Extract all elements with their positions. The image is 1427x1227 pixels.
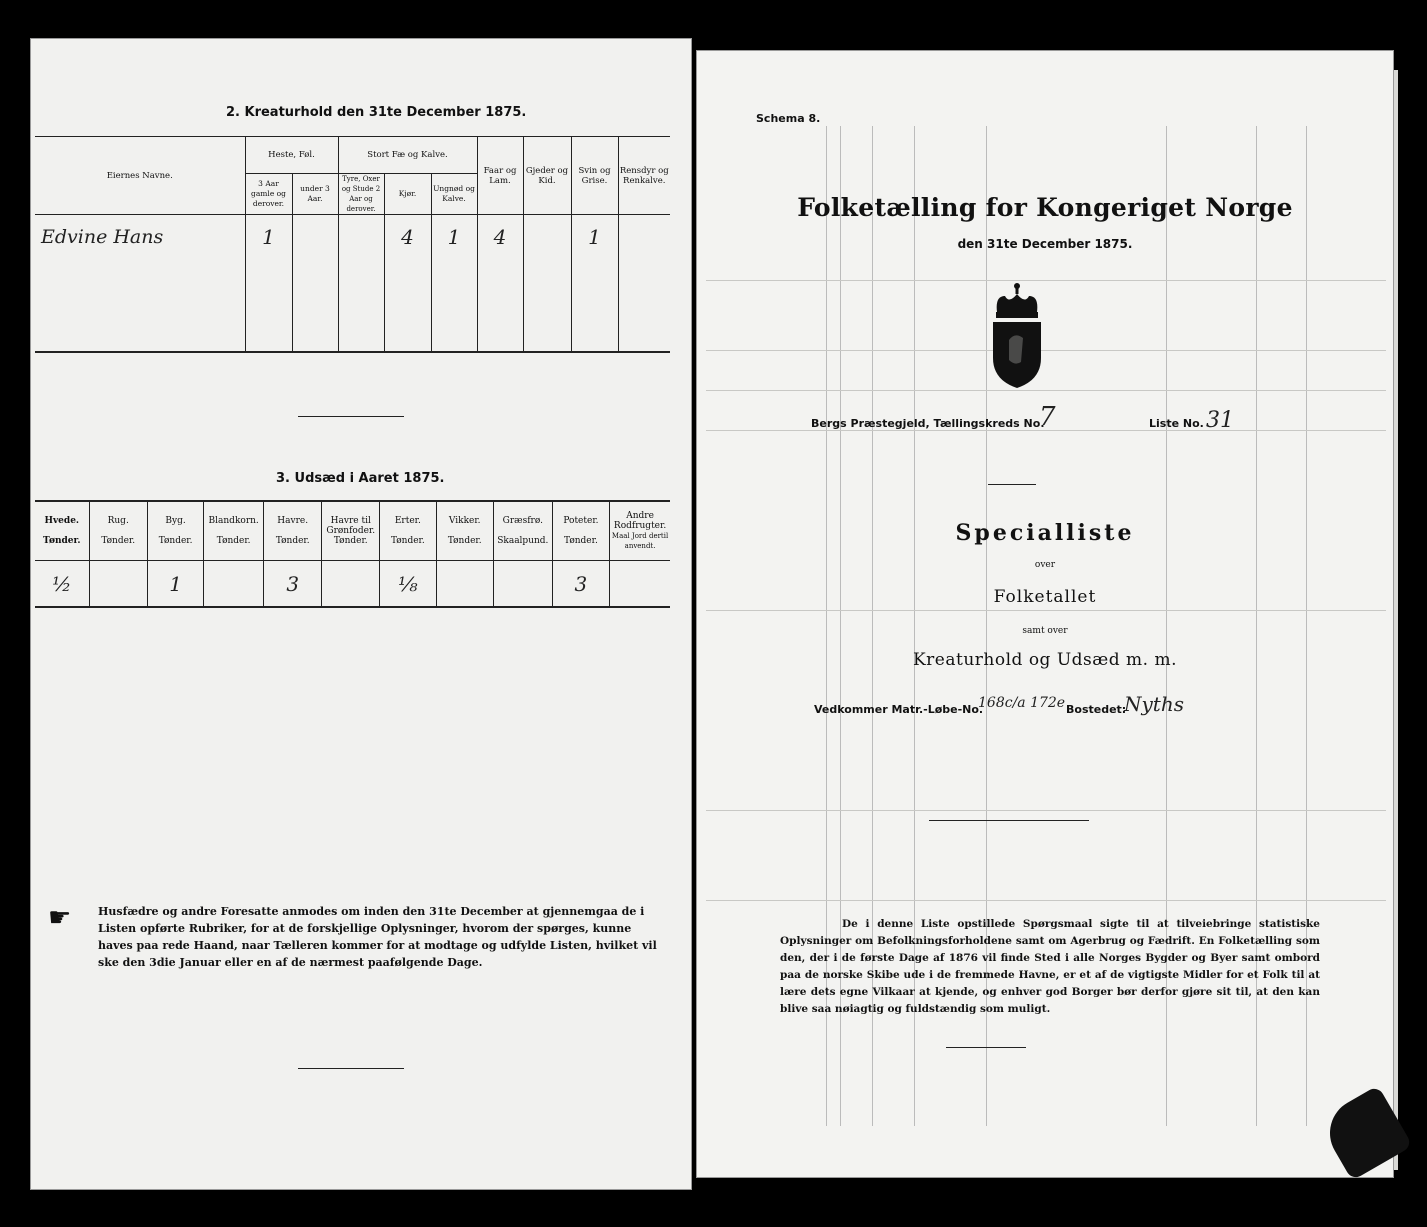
udsaed-header: Byg. Tønder. bbox=[147, 501, 203, 561]
prestegjeld-label: Bergs Præstegjeld, Tællingskreds No. bbox=[811, 417, 1045, 430]
owner-name: Edvine Hans bbox=[35, 215, 245, 260]
udsaed-value bbox=[493, 561, 552, 608]
udsaed-header: Havre til Grønfoder. Tønder. bbox=[322, 501, 380, 561]
svin-header: Svin og Grise. bbox=[571, 137, 618, 215]
divider bbox=[298, 1068, 404, 1069]
census-date: den 31te December 1875. bbox=[957, 237, 1133, 251]
kreds-no: 7 bbox=[1039, 402, 1056, 432]
pointing-hand-icon: ☛ bbox=[48, 903, 72, 933]
samt-over-label: samt over bbox=[1022, 626, 1068, 636]
udsaed-header: Græsfrø. Skaalpund. bbox=[493, 501, 552, 561]
heste-under-header: under 3 Aar. bbox=[292, 174, 338, 215]
divider bbox=[929, 820, 1089, 821]
section-2-title: 2. Kreaturhold den 31te December 1875. bbox=[226, 105, 527, 120]
udsaed-value bbox=[204, 561, 264, 608]
kjor-header: Kjør. bbox=[384, 174, 431, 215]
heste-3ar-header: 3 Aar gamle og derover. bbox=[245, 174, 292, 215]
heste-header: Heste, Føl. bbox=[245, 137, 338, 174]
over-label: over bbox=[1034, 560, 1056, 570]
matr-no: 168c/a 172e bbox=[978, 695, 1066, 711]
matr-label: Vedkommer Matr.-Løbe-No. bbox=[814, 703, 984, 716]
coat-of-arms-icon bbox=[987, 280, 1047, 390]
left-page bbox=[30, 38, 692, 1190]
ungnod-value: 1 bbox=[431, 215, 477, 260]
ungnod-header: Ungnød og Kalve. bbox=[431, 174, 477, 215]
udsaed-value: ⅛ bbox=[380, 561, 436, 608]
table-row bbox=[35, 215, 670, 260]
info-paragraph: De i denne Liste opstillede Spørgsmaal sigte til at tilveiebringe statistiske Oplysninger om Befolkningsforholdene samt om Agerbrug og Fædrift. En Folketælling som den, der i de første Dage af 1876 vil finde Sted i alle Norges Bygder og Byer samt ombord paa de norske Skibe ude i de fremmede Havne, er et af de vigtigste Midler for et Folk til at lære dets egne Vilkaar at kjende, og enhver god Borger bør derfor gjøre sit til, at den kan blive saa nøiagtig og fuldstændig som muligt. bbox=[780, 918, 1320, 1015]
stort-fae-header: Stort Fæ og Kalve. bbox=[338, 137, 477, 174]
udsaed-header: Rug. Tønder. bbox=[89, 501, 147, 561]
udsaed-table bbox=[35, 500, 670, 608]
tyre-header: Tyre, Oxer og Stude 2 Aar og derover. bbox=[338, 174, 384, 215]
bostedet-value: Nyths bbox=[1124, 692, 1184, 716]
udsaed-value: 1 bbox=[147, 561, 203, 608]
udsaed-value bbox=[322, 561, 380, 608]
udsaed-value bbox=[436, 561, 493, 608]
kreaturhold-title: Kreaturhold og Udsæd m. m. bbox=[912, 650, 1177, 670]
kreatur-table bbox=[35, 136, 670, 353]
gjeder-header: Gjeder og Kid. bbox=[523, 137, 571, 215]
rensdyr-header: Rensdyr og Renkalve. bbox=[618, 137, 670, 215]
udsaed-value: ½ bbox=[35, 561, 89, 608]
udsaed-value bbox=[610, 561, 670, 608]
liste-no: 31 bbox=[1206, 408, 1234, 433]
udsaed-header: Andre Rodfrugter. Maal Jord dertil anvendt. bbox=[610, 501, 670, 561]
main-title: Folketælling for Kongeriget Norge bbox=[797, 193, 1293, 222]
faar-header: Faar og Lam. bbox=[477, 137, 523, 215]
udsaed-header: Vikker. Tønder. bbox=[436, 501, 493, 561]
heste-3ar-value: 1 bbox=[245, 215, 292, 260]
right-page bbox=[696, 50, 1394, 1178]
schema-label: Schema 8. bbox=[756, 112, 821, 125]
specialliste-title: Specialliste bbox=[955, 520, 1135, 546]
section-3-title: 3. Udsæd i Aaret 1875. bbox=[276, 471, 445, 486]
bostedet-label: Bostedet: bbox=[1066, 703, 1127, 716]
notice-text: Husfædre og andre Foresatte anmodes om inden den 31te December at gjennemgaa de i Listen opførte Rubriker, for at de forskjellige Oplysninger, hvorom der spørges, kunne haves paa rede Haand, naar Tælleren kommer for at modtage og udfylde Listen, hvilket vil ske den 3die Januar eller en af de nærmest paafølgende Dage. bbox=[98, 905, 657, 969]
udsaed-value: 3 bbox=[264, 561, 322, 608]
liste-label: Liste No. bbox=[1149, 417, 1204, 430]
udsaed-header: Poteter. Tønder. bbox=[552, 501, 609, 561]
svin-value: 1 bbox=[571, 215, 618, 260]
udsaed-header: Erter. Tønder. bbox=[380, 501, 436, 561]
kjor-value: 4 bbox=[384, 215, 431, 260]
divider bbox=[946, 1047, 1026, 1048]
udsaed-header: Havre. Tønder. bbox=[264, 501, 322, 561]
faar-value: 4 bbox=[477, 215, 523, 260]
udsaed-header: Hvede. Tønder. bbox=[35, 501, 89, 561]
divider bbox=[298, 416, 404, 417]
udsaed-value bbox=[89, 561, 147, 608]
udsaed-value: 3 bbox=[552, 561, 609, 608]
folketallet-title: Folketallet bbox=[993, 587, 1097, 607]
table-row bbox=[35, 561, 670, 608]
owner-header: Eiernes Navne. bbox=[35, 137, 245, 215]
divider bbox=[988, 484, 1036, 485]
udsaed-header: Blandkorn. Tønder. bbox=[204, 501, 264, 561]
